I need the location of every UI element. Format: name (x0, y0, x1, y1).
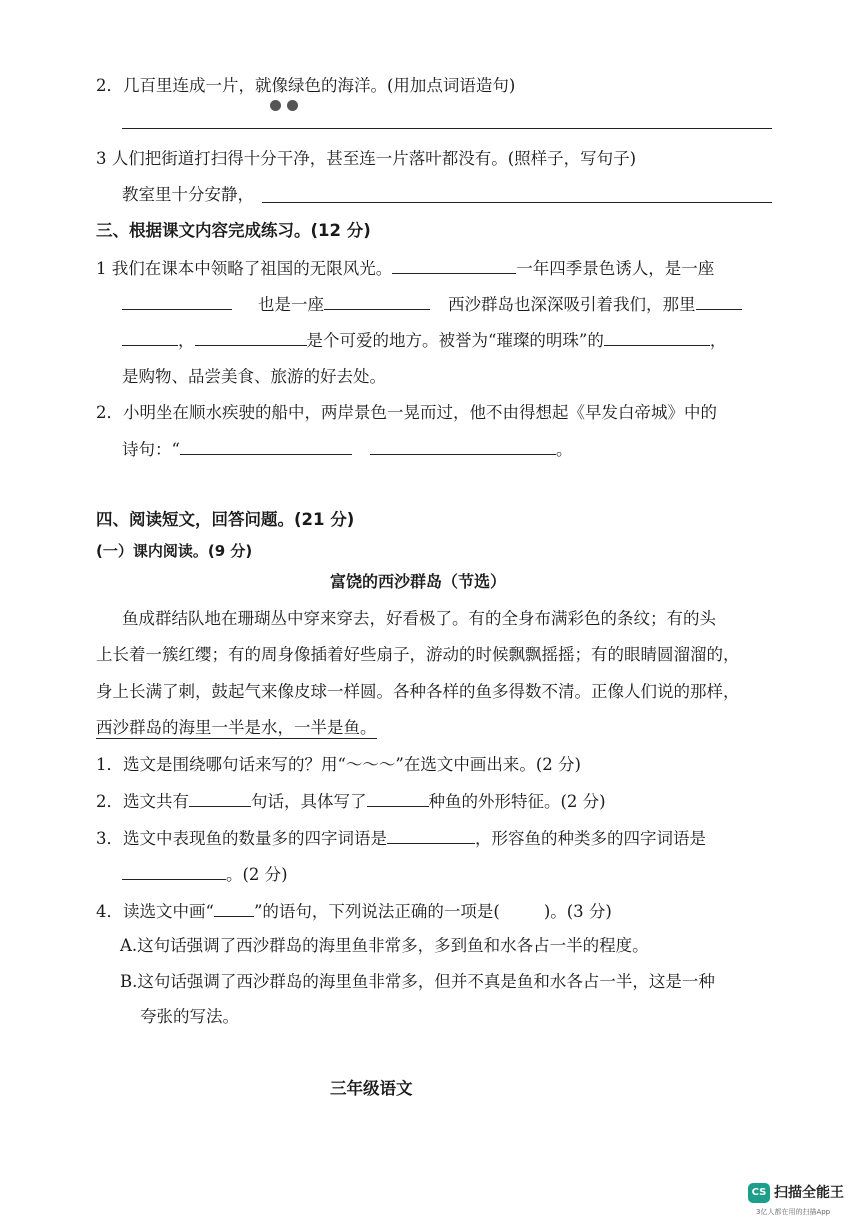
s3-item1-line4: 是购物、品尝美食、旅游的好去处。 (122, 367, 386, 386)
section-4-heading: 四、阅读短文，回答问题。(21 分) (96, 510, 355, 529)
s4-q3-text-a: 3．选文中表现鱼的数量多的四字词语是 (96, 829, 387, 848)
s3-item2-text-a: 诗句：“ (122, 440, 180, 459)
blank-s4-q3-1[interactable] (387, 826, 475, 844)
passage-line-1: 鱼成群结队地在珊瑚丛中穿来穿去，好看极了。有的全身布满彩色的条纹；有的头 (122, 609, 716, 628)
blank-s3-1[interactable] (392, 256, 516, 274)
s4-q2-text-a: 2．选文共有 (96, 792, 189, 811)
blank-s3-9[interactable] (370, 437, 556, 455)
s4-option-a[interactable]: A.这句话强调了西沙群岛的海里鱼非常多，多到鱼和水各占一半的程度。 (120, 936, 649, 955)
s4-q4-text-a: 4．读选文中画“ (96, 902, 214, 921)
s3-item1-text-c: 也是一座 (258, 295, 324, 314)
question-3-text: 3 人们把街道打扫得十分干净，甚至连一片落叶都没有。(照样子，写句子) (96, 149, 637, 168)
passage-underlined-sentence: 西沙群岛的海里一半是水，一半是鱼。 (96, 718, 377, 737)
answer-line-q2[interactable] (122, 128, 772, 129)
passage-line-3: 身上长满了刺，鼓起气来像皮球一样圆。各种各样的鱼多得数不清。正像人们说的那样， (96, 682, 740, 701)
s3-item2-line1: 2．小明坐在顺水疾驶的船中，两岸景色一晃而过，他不由得想起《早发白帝城》中的 (96, 403, 717, 422)
page-footer-subject: 三年级语文 (330, 1079, 413, 1098)
s4-question-3 (96, 826, 706, 851)
s3-item1-text-e: ， (178, 331, 195, 350)
s4-q2-text-c: 种鱼的外形特征。(2 分) (428, 792, 606, 811)
blank-s3-3[interactable] (324, 292, 430, 310)
s4-question-2 (96, 789, 606, 814)
emphasis-dots (270, 96, 304, 115)
s3-item1-text-f: 是个可爱的地方。被誉为“璀璨的明珠”的 (306, 331, 604, 350)
s3-item1-text-a: 1 我们在课本中领略了祖国的无限风光。 (96, 259, 393, 278)
s3-item1-text-g: ， (709, 331, 727, 350)
blank-s3-7[interactable] (604, 328, 710, 346)
s3-item1-text-b: 一年四季景色诱人，是一座 (516, 259, 715, 278)
s4-q2-text-b: 句话，具体写了 (251, 792, 367, 811)
passage-line-2: 上长着一簇红缨；有的周身像插着好些扇子，游动的时候飘飘摇摇；有的眼睛圆溜溜的， (96, 645, 740, 664)
s3-item1-line3 (122, 328, 726, 353)
s4-q4-text-b: ”的语句，下列说法正确的一项是( (253, 902, 500, 921)
s3-item1-line2 (122, 292, 742, 317)
section-4-sub-heading: (一）课内阅读。(9 分) (96, 542, 253, 560)
blank-s4-q2-1[interactable] (189, 789, 251, 807)
section-3-heading: 三、根据课文内容完成练习。(12 分) (96, 221, 371, 240)
blank-s4-q4-mark (214, 899, 254, 917)
s3-item2-line2 (122, 437, 572, 462)
s4-q4-text-c: )。(3 分) (543, 902, 612, 921)
blank-s4-q3-2[interactable] (122, 862, 226, 880)
question-3-answer-prefix: 教室里十分安静， (122, 185, 254, 204)
camscanner-logo-icon: CS (748, 1183, 770, 1203)
s4-q3-text-c: 。(2 分) (226, 865, 288, 884)
passage-line-4 (96, 716, 377, 740)
s3-item1-text-d: 西沙群岛也深深吸引着我们，那里 (448, 295, 696, 314)
answer-line-q3[interactable] (262, 202, 772, 203)
question-2-text: 2．几百里连成一片，就像绿色的海洋。(用加点词语造句) (96, 76, 516, 95)
s3-item1-line1 (96, 256, 714, 281)
s4-question-3-cont (122, 862, 288, 887)
passage-title: 富饶的西沙群岛（节选） (330, 572, 507, 591)
blank-s3-5[interactable] (122, 328, 178, 346)
s4-option-b-line2: 夸张的写法。 (140, 1007, 239, 1026)
emphasis-dot-icon (270, 100, 281, 111)
s4-question-1: 1．选文是围绕哪句话来写的？用“～～～”在选文中画出来。(2 分) (96, 755, 581, 774)
s3-item2-text-b: 。 (555, 440, 573, 459)
watermark-tagline: 3亿人都在用的扫描App (756, 1208, 831, 1216)
camscanner-watermark (748, 1180, 860, 1222)
blank-s3-8[interactable] (180, 437, 352, 455)
blank-s3-2[interactable] (122, 292, 232, 310)
blank-s3-4[interactable] (696, 292, 742, 310)
s4-option-b-line1[interactable]: B.这句话强调了西沙群岛的海里鱼非常多，但并不真是鱼和水各占一半，这是一种 (120, 972, 715, 991)
blank-s4-q2-2[interactable] (367, 789, 429, 807)
blank-s3-6[interactable] (195, 328, 307, 346)
watermark-name: 扫描全能王 (774, 1185, 844, 1201)
emphasis-dot-icon (287, 100, 298, 111)
s4-question-4 (96, 899, 612, 924)
s4-q3-text-b: ，形容鱼的种类多的四字词语是 (475, 829, 706, 848)
